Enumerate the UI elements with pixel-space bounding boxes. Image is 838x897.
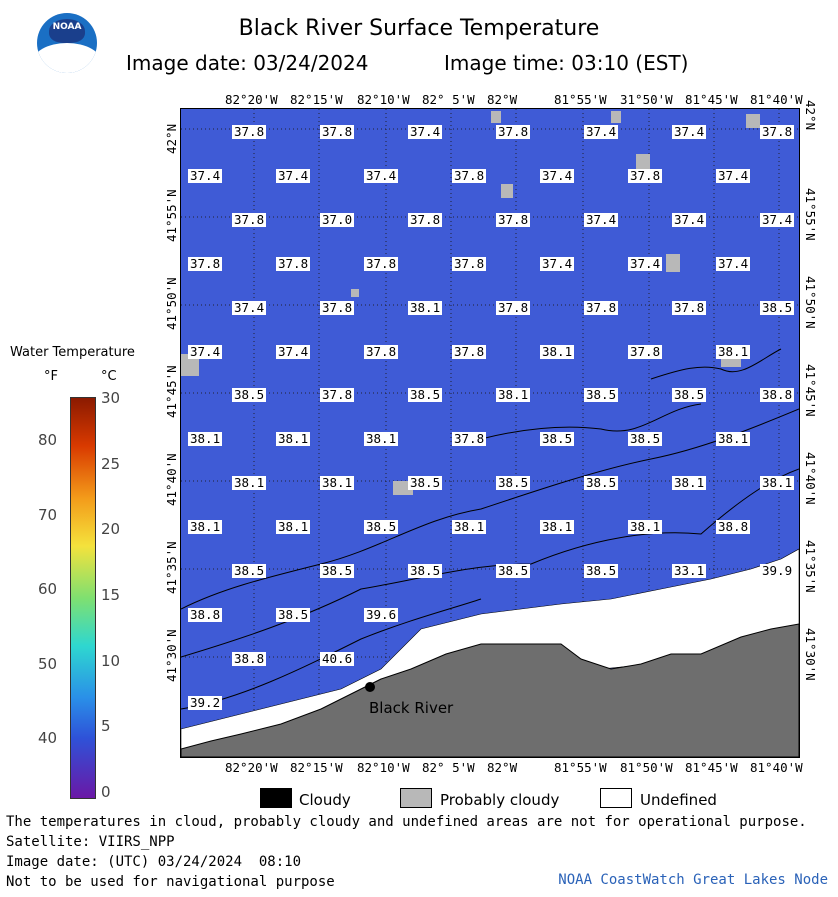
celsius-tick-label: 10 <box>101 651 121 670</box>
temperature-label: 38.8 <box>718 519 749 535</box>
temperature-label: 37.4 <box>542 167 573 183</box>
temperature-label: 37.8 <box>498 124 529 139</box>
latitude-label-left: 41°45'N <box>164 365 179 418</box>
legend-label-probably-cloudy: Probably cloudy <box>440 791 560 809</box>
temperature-label: 39.6 <box>366 606 397 622</box>
celsius-tick-label: 0 <box>101 783 111 801</box>
celsius-tick-label: 15 <box>101 586 121 604</box>
longitude-label-top: 81°45'W <box>685 92 738 107</box>
latitude-label-right: 41°40'N <box>803 452 818 505</box>
temperature-label: 37.8 <box>454 167 485 183</box>
temperature-label: 38.5 <box>674 387 705 403</box>
temperature-label: 37.8 <box>586 299 617 315</box>
temperature-label: 38.5 <box>762 299 793 315</box>
temperature-label: 38.5 <box>410 563 441 578</box>
temperature-label: 38.5 <box>542 431 573 447</box>
temperature-label: 37.8 <box>322 299 353 315</box>
temperature-label: 39.2 <box>190 694 221 710</box>
temperature-label: 38.1 <box>190 431 221 447</box>
black-river-marker <box>365 682 375 692</box>
temperature-label: 38.5 <box>234 387 265 403</box>
celsius-tick-label: 25 <box>101 454 121 473</box>
temperature-label: 37.4 <box>718 167 749 183</box>
temperature-label: 37.8 <box>454 431 485 447</box>
satellite-text: Satellite: VIIRS_NPP <box>6 834 175 850</box>
temperature-map <box>180 108 800 758</box>
fahrenheit-tick-label: 40 <box>38 729 58 747</box>
temperature-label: 38.1 <box>674 475 705 491</box>
unit-fahrenheit: °F <box>44 369 58 384</box>
fahrenheit-tick-label: 70 <box>38 505 58 524</box>
temperature-label: 38.8 <box>190 606 221 622</box>
longitude-label-top: 81°55'W <box>554 92 607 107</box>
temperature-label: 37.8 <box>278 255 309 271</box>
temperature-label: 38.5 <box>234 563 265 578</box>
temperature-label: 38.5 <box>278 606 309 622</box>
scale-title: Water Temperature <box>10 345 135 360</box>
longitude-label-bottom: 82°W <box>487 760 518 775</box>
temperature-label: 38.1 <box>366 431 397 447</box>
longitude-label-top: 82°10'W <box>357 92 410 107</box>
temperature-label: 38.5 <box>498 475 529 491</box>
longitude-label-top: 81°40'W <box>750 92 803 107</box>
longitude-label-bottom: 81°55'W <box>554 760 607 775</box>
latitude-label-left: 41°40'N <box>164 453 179 506</box>
temperature-label: 33.1 <box>674 563 705 578</box>
temperature-label: 37.4 <box>410 124 441 139</box>
longitude-label-bottom: 81°50'W <box>620 760 673 775</box>
temperature-label: 38.8 <box>762 387 793 403</box>
unit-celsius: °C <box>101 369 117 384</box>
temperature-label: 37.8 <box>498 211 529 227</box>
longitude-label-bottom: 81°45'W <box>685 760 738 775</box>
temperature-label: 38.5 <box>410 475 441 491</box>
temperature-label: 38.1 <box>278 431 309 447</box>
legend-swatch-undefined <box>600 788 632 808</box>
temperature-label: 38.5 <box>498 563 529 578</box>
latitude-label-left: 41°50'N <box>164 277 179 330</box>
noaa-logo-text: NOAA <box>52 22 82 32</box>
temperature-label: 37.4 <box>542 255 573 271</box>
fahrenheit-tick-label: 80 <box>38 431 58 449</box>
longitude-label-top: 82° 5'W <box>422 92 475 107</box>
temperature-label: 38.8 <box>234 650 265 666</box>
temperature-label: 37.8 <box>322 387 353 403</box>
latitude-label-left: 41°55'N <box>164 189 179 242</box>
temperature-label: 37.0 <box>322 211 353 227</box>
temperature-label: 38.1 <box>410 299 441 315</box>
longitude-label-bottom: 82° 5'W <box>422 760 475 775</box>
temperature-label: 37.4 <box>190 343 221 359</box>
temperature-label: 38.5 <box>410 387 441 403</box>
temperature-label: 38.5 <box>630 431 661 447</box>
latitude-label-right: 42°N <box>803 100 818 131</box>
latitude-label-left: 41°35'N <box>164 541 179 594</box>
image-time: Image time: 03:10 (EST) <box>444 51 689 75</box>
celsius-tick-label: 5 <box>101 717 111 736</box>
longitude-label-top: 82°W <box>487 92 518 107</box>
temperature-label: 38.5 <box>586 387 617 403</box>
temperature-label: 37.4 <box>674 124 705 139</box>
temperature-label: 38.1 <box>190 519 221 535</box>
navigation-warning: Not to be used for navigational purpose <box>6 874 335 890</box>
temperature-label: 37.4 <box>718 255 749 271</box>
longitude-label-top: 82°20'W <box>225 92 278 107</box>
temperature-label: 38.1 <box>234 475 265 491</box>
utc-date-text: Image date: (UTC) 03/24/2024 08:10 <box>6 854 302 870</box>
legend-label-cloudy: Cloudy <box>299 791 351 809</box>
temperature-label: 38.1 <box>498 387 529 403</box>
temperature-label: 37.4 <box>586 211 617 227</box>
temperature-label: 38.5 <box>586 563 617 578</box>
longitude-label-top: 82°15'W <box>290 92 343 107</box>
latitude-label-right: 41°50'N <box>803 276 818 329</box>
temperature-label: 37.4 <box>674 211 705 227</box>
temperature-label: 38.1 <box>630 519 661 535</box>
temperature-label: 37.8 <box>234 124 265 139</box>
temperature-label: 38.1 <box>454 519 485 535</box>
longitude-label-bottom: 81°40'W <box>750 760 803 775</box>
latitude-label-right: 41°30'N <box>803 628 818 681</box>
temperature-label: 37.8 <box>454 255 485 271</box>
fahrenheit-tick-label: 50 <box>38 654 58 673</box>
temperature-label: 37.8 <box>410 211 441 227</box>
temperature-label: 40.6 <box>322 650 353 666</box>
map-canvas <box>181 109 799 757</box>
longitude-label-top: 31°50'W <box>620 92 673 107</box>
latitude-label-left: 42°N <box>164 123 179 154</box>
temperature-label: 38.5 <box>366 519 397 535</box>
temperature-label: 37.4 <box>190 167 221 183</box>
temperature-label: 37.8 <box>366 343 397 359</box>
temperature-label: 38.5 <box>322 563 353 578</box>
temperature-label: 38.1 <box>542 519 573 535</box>
temperature-label: 37.8 <box>454 343 485 359</box>
color-scale-bar <box>70 397 96 799</box>
temperature-label: 37.4 <box>278 167 309 183</box>
longitude-label-bottom: 82°15'W <box>290 760 343 775</box>
temperature-label: 37.8 <box>630 343 661 359</box>
temperature-label: 37.4 <box>234 299 265 315</box>
latitude-label-right: 41°55'N <box>803 188 818 241</box>
temperature-label: 38.1 <box>322 475 353 491</box>
temperature-label: 37.4 <box>586 124 617 139</box>
legend-swatch-cloudy <box>260 788 292 808</box>
temperature-label: 37.4 <box>630 255 661 271</box>
legend-swatch-probably-cloudy <box>400 788 432 808</box>
temperature-label: 38.1 <box>718 431 749 447</box>
latitude-label-right: 41°35'N <box>803 540 818 593</box>
place-black-river: Black River <box>369 699 454 717</box>
temperature-label: 37.8 <box>190 255 221 271</box>
temperature-label: 38.1 <box>542 343 573 359</box>
temperature-label: 37.8 <box>762 124 793 139</box>
image-date: Image date: 03/24/2024 <box>126 51 369 75</box>
temperature-label: 37.8 <box>366 255 397 271</box>
temperature-label: 37.8 <box>322 124 353 139</box>
temperature-label: 38.1 <box>718 343 749 359</box>
fahrenheit-tick-label: 60 <box>38 580 58 598</box>
temperature-label: 37.4 <box>366 167 397 183</box>
latitude-label-left: 41°30'N <box>164 629 179 682</box>
temperature-label: 37.8 <box>674 299 705 315</box>
latitude-label-right: 41°45'N <box>803 364 818 417</box>
page-title: Black River Surface Temperature <box>238 16 600 41</box>
temperature-label: 39.9 <box>762 563 793 578</box>
temperature-label: 38.1 <box>762 475 793 491</box>
temperature-label: 37.4 <box>278 343 309 359</box>
temperature-label: 37.4 <box>762 211 793 227</box>
celsius-tick-label: 30 <box>101 389 121 407</box>
legend-label-undefined: Undefined <box>640 791 717 809</box>
temperature-label: 37.8 <box>234 211 265 227</box>
longitude-label-bottom: 82°10'W <box>357 760 410 775</box>
temperature-label: 37.8 <box>498 299 529 315</box>
celsius-tick-label: 20 <box>101 520 121 539</box>
longitude-label-bottom: 82°20'W <box>225 760 278 775</box>
disclaimer-text: The temperatures in cloud, probably cloudy and undefined areas are not for operational purpose. <box>6 814 807 830</box>
temperature-label: 38.5 <box>586 475 617 491</box>
temperature-label: 38.1 <box>278 519 309 535</box>
credit-text: NOAA CoastWatch Great Lakes Node <box>558 872 828 888</box>
temperature-label: 37.8 <box>630 167 661 183</box>
